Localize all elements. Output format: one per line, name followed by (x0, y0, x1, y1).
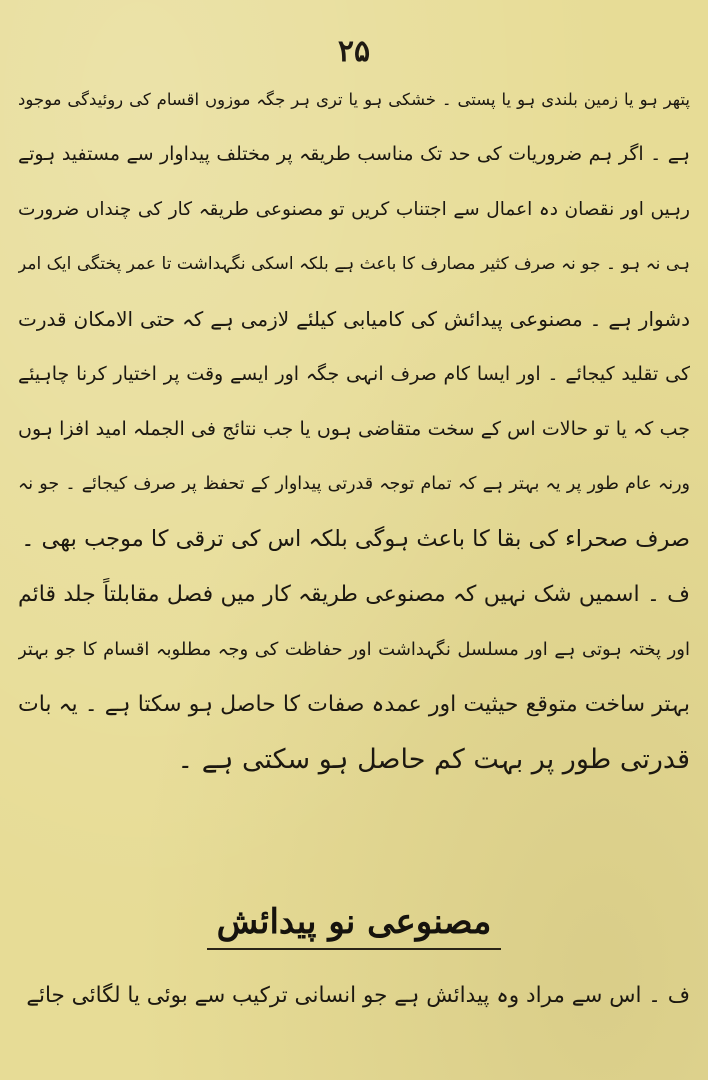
text-line: دشوار ہے ۔ مصنوعی پیدائش کی کامیابی کیلئے لازمی ہے کہ حتی الامکان قدرت (18, 307, 690, 331)
text-line: ہے ۔ اگر ہم ضروریات کی حد تک مناسب طریقہ پر مختلف پیداوار سے مستفید ہوتے (18, 143, 690, 165)
text-line: کی تقلید کیجائے ۔ اور ایسا کام صرف انہی جگہ اور ایسے وقت پر اختیار کرنا چاہیئے (18, 363, 690, 385)
text-line: ورنہ عام طور پر یہ بہتر ہے کہ تمام توجہ قدرتی پیداوار کے تحفظ پر صرف کیجائے ۔ جو نہ (18, 474, 690, 494)
text-line: جب کہ یا تو حالات اس کے سخت متقاضی ہوں یا جب نتائج فی الجملہ امید افزا ہوں (18, 418, 690, 440)
text-line: رہیں اور نقصان دہ اعمال سے اجتناب کریں تو مصنوعی طریقہ کار کی چنداں ضرورت (18, 199, 690, 220)
page-number: ۲۵ (337, 34, 371, 69)
text-line: قدرتی طور پر بہت کم حاصل ہو سکتی ہے ۔ (177, 744, 690, 775)
text-line: ہی نہ ہو ۔ جو نہ صرف کثیر مصارف کا باعث ہے بلکہ اسکی نگہداشت تا عمر پختگی ایک امر (18, 254, 690, 274)
text-line: ف ۔ اسمیں شک نہیں کہ مصنوعی طریقہ کار میں فصل مقابلتاً جلد قائم (18, 582, 690, 607)
text-line: بہتر ساخت متوقع حیثیت اور عمدہ صفات کا حاصل ہو سکتا ہے ۔ یہ بات (18, 692, 690, 717)
text-line: صرف صحراء کی بقا کا باعث ہوگی بلکہ اس کی ترقی کا موجب بھی ۔ (21, 526, 690, 552)
body-text (18, 72, 690, 787)
text-line: پتھر ہو یا زمین بلندی ہو یا پستی ۔ خشکی ہو یا تری ہر جگہ موزوں اقسام کی روئیدگی موجود (18, 90, 690, 109)
section-heading (0, 902, 708, 950)
text-line: ف ۔ اس سے مراد وہ پیدائش ہے جو انسانی ترکیب سے بوئی یا لگائی جائے (26, 983, 690, 1008)
text-line: اور پختہ ہوتی ہے اور مسلسل نگہداشت اور حفاظت کی وجہ مطلوبہ اقسام کا جو بہتر (18, 639, 690, 660)
section-heading-text: مصنوعی نو پیدائش (207, 902, 502, 950)
